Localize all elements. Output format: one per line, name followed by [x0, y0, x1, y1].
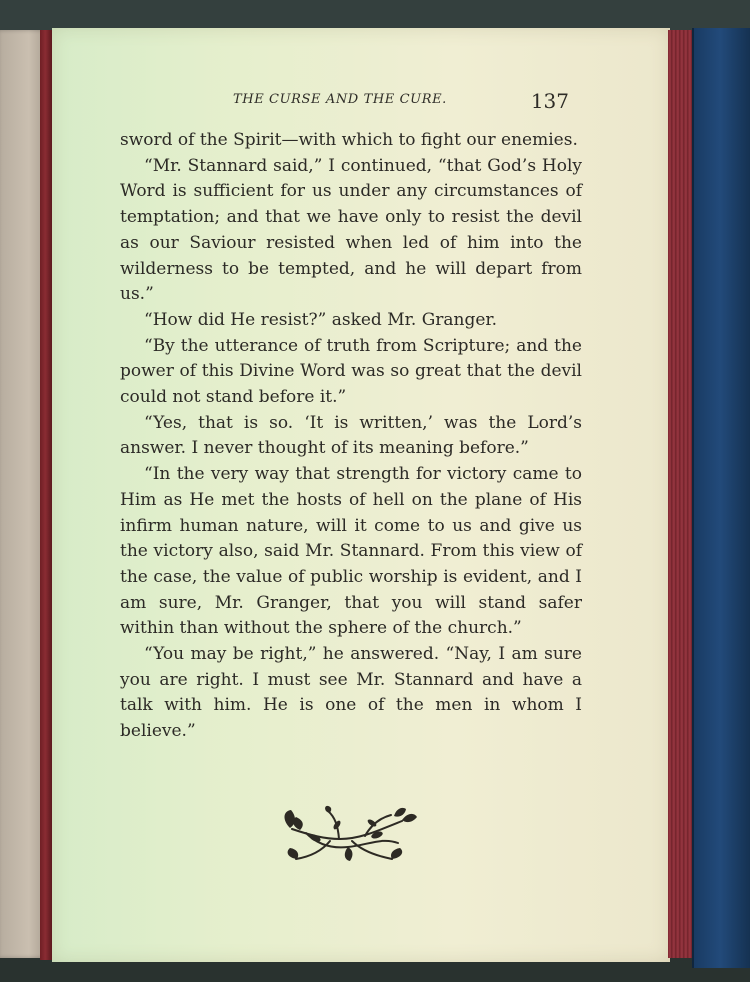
paragraph: “How did He resist?” asked Mr. Granger.	[144, 309, 498, 330]
paragraph: sword of the Spirit—with which to fight our enemies.	[120, 130, 578, 150]
page-number: 137	[530, 89, 569, 113]
paragraph: “By the utterance of truth from Scripture; and the power of this Divine Word was so great that the devil could not stand before it.”	[120, 335, 582, 408]
page-header	[186, 89, 586, 118]
book-gutter	[40, 30, 52, 960]
page-body	[120, 128, 582, 745]
book-cover-edge	[692, 28, 750, 968]
paragraph: “You may be right,” he answered. “Nay, I am sure you are right. I must see Mr. Stannard and have a talk with him. He is one of the men in whom I believe.”	[120, 644, 582, 742]
running-title: THE CURSE AND THE CURE.	[233, 92, 447, 107]
floral-tailpiece-icon	[276, 805, 420, 863]
paragraph: “In the very way that strength for victory came to Him as He met the hosts of hell on the plane of His infirm human nature, will it come to us and give us the victory also, said Mr. Stannard. From this view of the case, the value of public worship is evident, and I am sure, Mr. Granger, that you will stand safer within than without the sphere of the church.”	[120, 464, 582, 639]
paragraph: “Mr. Stannard said,” I continued, “that God’s Holy Word is sufficient for us under any circumstances of temptation; and that we have only to resist the devil as our Saviour resisted when led of him into the wilderness to be tempted, and he will depart from us.”	[120, 155, 582, 305]
paragraph: “Yes, that is so. ‘It is written,’ was the Lord’s answer. I never thought of its meaning before.”	[120, 412, 582, 459]
